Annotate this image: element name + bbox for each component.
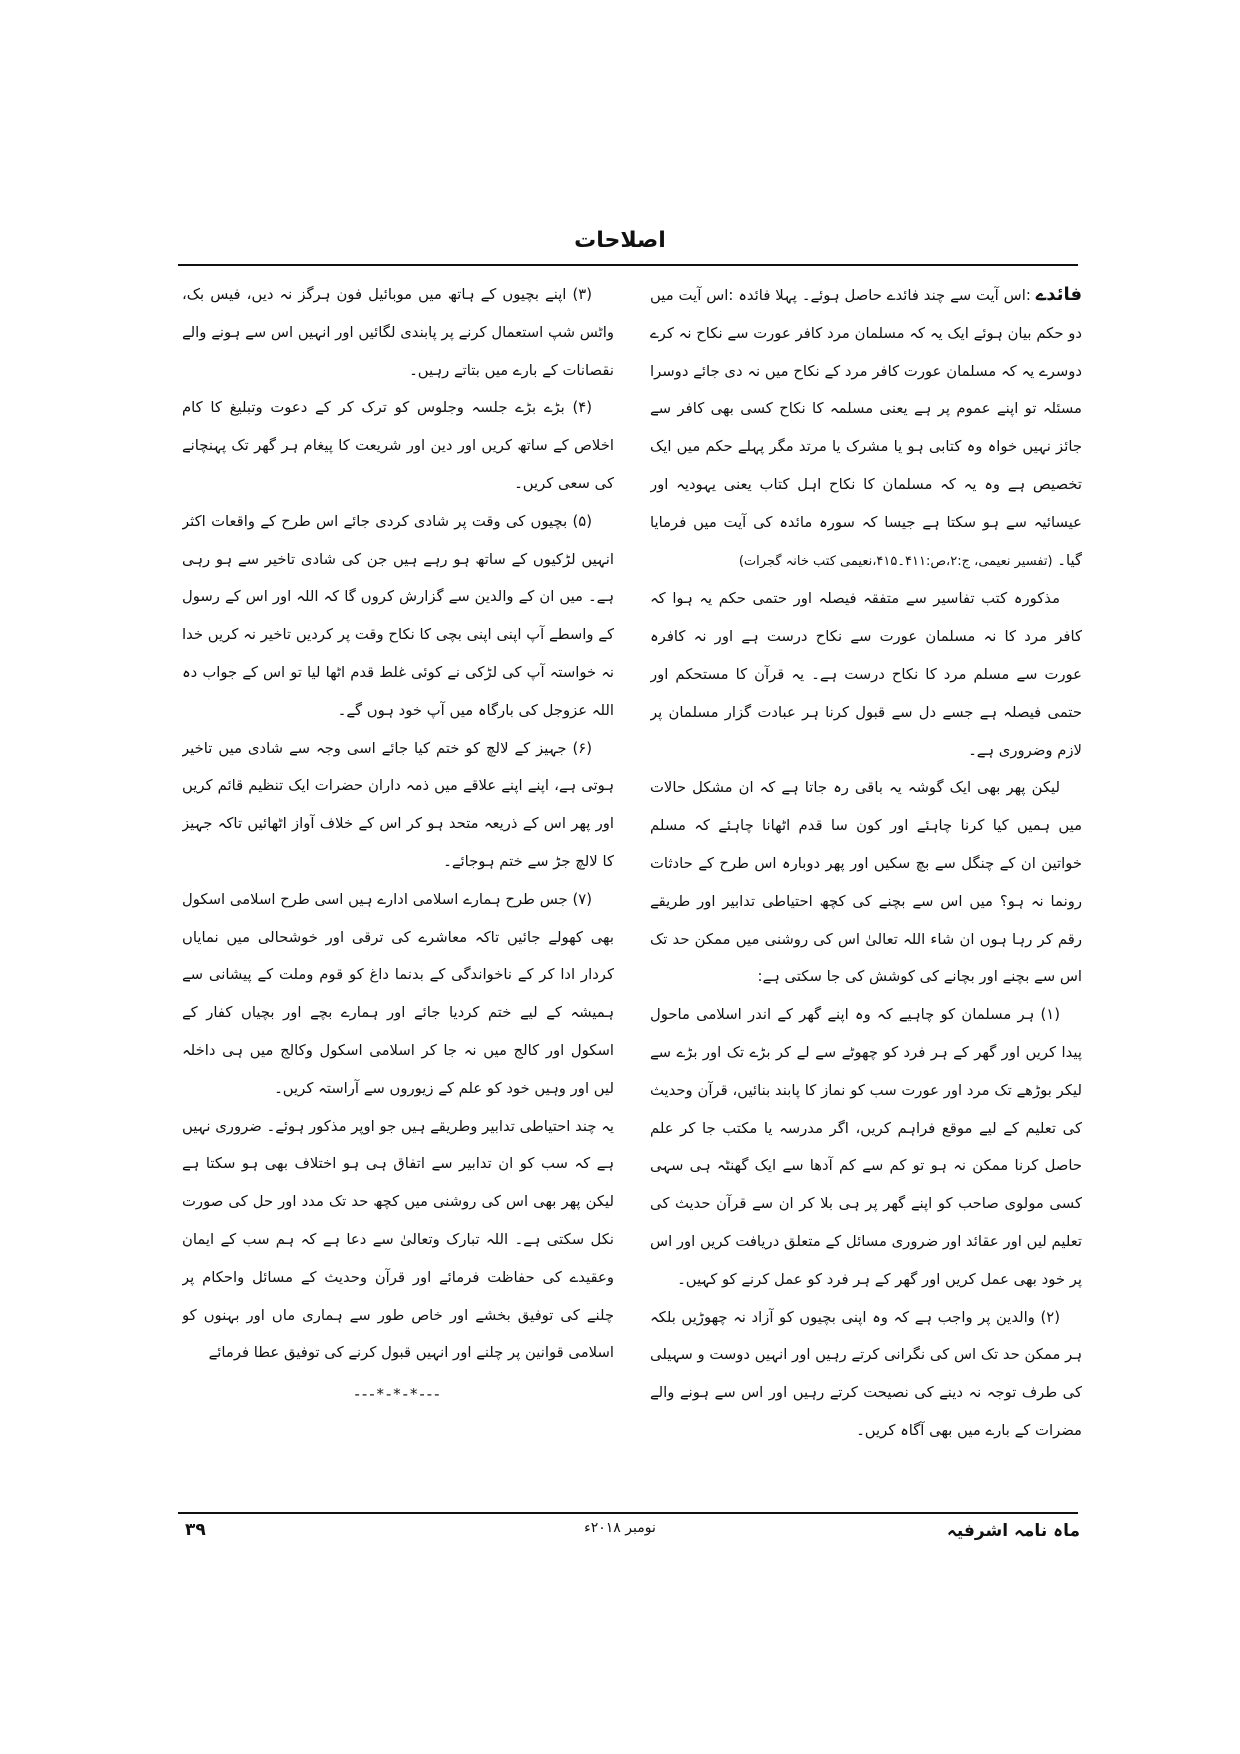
header-rule [178, 264, 1078, 266]
left-column [182, 276, 614, 1506]
issue-date: نومبر ۲۰۱۸ء [584, 1520, 656, 1536]
closing-paragraph: یہ چند احتیاطی تدابیر وطریقے ہیں جو اوپر مذکور ہوئے۔ ضروری نہیں ہے کہ سب کو ان تدابیر سے اتفاق ہی ہو اختلاف بھی ہو سکتا ہے لیکن پھر بھی اس کی روشنی میں کچھ حد تک مدد اور حل کی صورت نکل سکتی ہے۔ اللہ تبارک وتعالیٰ سے دعا ہے کہ ہم سب کے ایمان وعقیدے کی حفاظت فرمائے اور قرآن وحدیث کے مسائل واحکام پر چلنے کی توفیق بخشے اور خاص طور سے ہماری ماں اور بہنوں کو اسلامی قوانین پر چلنے اور انہیں قبول کرنے کی توفیق عطا فرمائے [182, 1117, 614, 1362]
right-column [650, 276, 1082, 1506]
lead-label: فائدے [1035, 284, 1082, 305]
paragraph: (۷) جس طرح ہمارے اسلامی ادارے ہیں اسی طرح اسلامی اسکول بھی کھولے جائیں تاکہ معاشرے کی ترقی اور خوشحالی میں نمایاں کردار ادا کر کے ناخواندگی کے بدنما داغ کو قوم وملت کے پیشانی سے ہمیشہ کے لیے ختم کردیا جائے اور ہمارے بچے اور بچیاں کفار کے اسکول اور کالج میں نہ جا کر اسلامی اسکول وکالج میں ہی داخلہ لیں اور وہیں خود کو علم کے زیوروں سے آراستہ کریں۔ [182, 890, 614, 1097]
paragraph: (۶) جہیز کے لالچ کو ختم کیا جائے اسی وجہ سے شادی میں تاخیر ہوتی ہے، اپنے اپنے علاقے میں ذمہ داران حضرات ایک تنظیم قائم کریں اور پھر اس کے ذریعہ متحد ہو کر اس کے خلاف آواز اٹھائیں تاکہ جہیز کا لالچ جڑ سے ختم ہوجائے۔ [182, 739, 614, 870]
paragraph: (۵) بچیوں کی وقت پر شادی کردی جائے اس طرح کے واقعات اکثر انہیں لڑکیوں کے ساتھ ہو رہے ہیں جن کی شادی تاخیر سے ہو رہی ہے۔ میں ان کے والدین سے گزارش کروں گا کہ اللہ اور اس کے رسول کے واسطے آپ اپنی اپنی بچی کا نکاح وقت پر کردیں تاخیر نہ کریں خدا نہ خواستہ آپ کی لڑکی نے کوئی غلط قدم اٹھا لیا تو اس کے جواب دہ اللہ عزوجل کی بارگاہ میں آپ خود ہوں گے۔ [182, 512, 614, 719]
paragraph: (۲) والدین پر واجب ہے کہ وہ اپنی بچیوں کو آزاد نہ چھوڑیں بلکہ ہر ممکن حد تک اس کی نگرانی کرتے رہیں اور انہیں دوست و سہیلی کی طرف توجہ نہ دینے کی نصیحت کرتے رہیں اور اس سے ہونے والے مضرات کے بارے میں بھی آگاہ کریں۔ [650, 1308, 1082, 1439]
paragraph: (۴) بڑے بڑے جلسہ وجلوس کو ترک کر کے دعوت وتبلیغ کا کام اخلاص کے ساتھ کریں اور دین اور شریعت کا پیغام ہر گھر تک پہنچانے کی سعی کریں۔ [182, 399, 614, 492]
paragraph: لیکن پھر بھی ایک گوشہ یہ باقی رہ جاتا ہے کہ ان مشکل حالات میں ہمیں کیا کرنا چاہئے اور کون سا قدم اٹھانا چاہئے کہ مسلم خواتین ان کے چنگل سے بچ سکیں اور پھر دوبارہ اس طرح کے حادثات رونما نہ ہو؟ میں اس سے بچنے کی کچھ احتیاطی تدابیر اور طریقے رقم کر رہا ہوں ان شاء اللہ تعالیٰ اس کی روشنی میں ممکن حد تک اس سے بچنے اور بچانے کی کوشش کی جا سکتی ہے: [650, 779, 1082, 986]
paragraph: (۳) اپنے بچیوں کے ہاتھ میں موبائیل فون ہرگز نہ دیں، فیس بک، واٹس شپ استعمال کرنے پر پابندی لگائیں اور انہیں اس سے ہونے والے نقصانات کے بارے میں بتاتے رہیں۔ [182, 286, 614, 379]
lead-text: :اس آیت سے چند فائدے حاصل ہوئے۔ پہلا فائدہ :اس آیت میں دو حکم بیان ہوئے ایک یہ کہ مسلمان مرد کافر عورت سے نکاح نہ کرے دوسرے یہ کہ مسلمان عورت کافر مرد کے نکاح میں نہ دی جائے دوسرا مسئلہ تو اپنے عموم پر ہے یعنی مسلمہ کا نکاح کسی بھی کافر سے جائز نہیں خواہ وہ کتابی ہو یا مشرک یا مرتد مگر پہلے حکم میں ایک تخصیص ہے وہ یہ کہ مسلمان کا نکاح اہل کتاب یعنی یہودیہ اور عیسائیہ سے ہو سکتا ہے جیسا کہ سورہ مائدہ کی آیت میں فرمایا گیا۔ [650, 287, 1082, 569]
magazine-name: ماہ نامہ اشرفیہ [946, 1521, 1080, 1541]
page-number: ۳۹ [185, 1520, 206, 1540]
citation: (تفسیر نعیمی، ج:۲،ص:۴۱۱۔۴۱۵،نعیمی کتب خانہ گجرات) [738, 553, 1053, 569]
section-title: اصلاحات [574, 228, 666, 253]
paragraph: (۱) ہر مسلمان کو چاہیے کہ وہ اپنے گھر کے اندر اسلامی ماحول پیدا کریں اور گھر کے ہر فرد کو چھوٹے سے لے کر بڑے تک اور بڑے سے لیکر بوڑھے تک مرد اور عورت سب کو نماز کا پابند بنائیں، قرآن وحدیث کی تعلیم کے لیے موقع فراہم کریں، اگر مدرسہ یا مکتب جا کر علم حاصل کرنا ممکن نہ ہو تو کم سے کم آدھا سے ایک گھنٹہ ہی سہی کسی مولوی صاحب کو اپنے گھر پر ہی بلا کر ان سے قرآن حدیث کی تعلیم لیں اور عقائد اور ضروری مسائل کے متعلق دریافت کریں اور اس پر خود بھی عمل کریں اور گھر کے ہر فرد کو عمل کرنے کو کہیں۔ [650, 1006, 1082, 1288]
paragraph: مذکورہ کتب تفاسیر سے متفقہ فیصلہ اور حتمی حکم یہ ہوا کہ کافر مرد کا نہ مسلمان عورت سے نکاح درست ہے اور نہ کافرہ عورت سے مسلم مرد کا نکاح درست ہے۔ یہ قرآن کا مستحکم اور حتمی فیصلہ ہے جسے دل سے قبول کرنا ہر عبادت گزار مسلمان پر لازم وضروری ہے۔ [650, 590, 1082, 759]
lead-paragraph [650, 276, 1082, 580]
closing-ornament: ---*-*-*--- [354, 1386, 442, 1404]
footer-rule [178, 1512, 1078, 1514]
